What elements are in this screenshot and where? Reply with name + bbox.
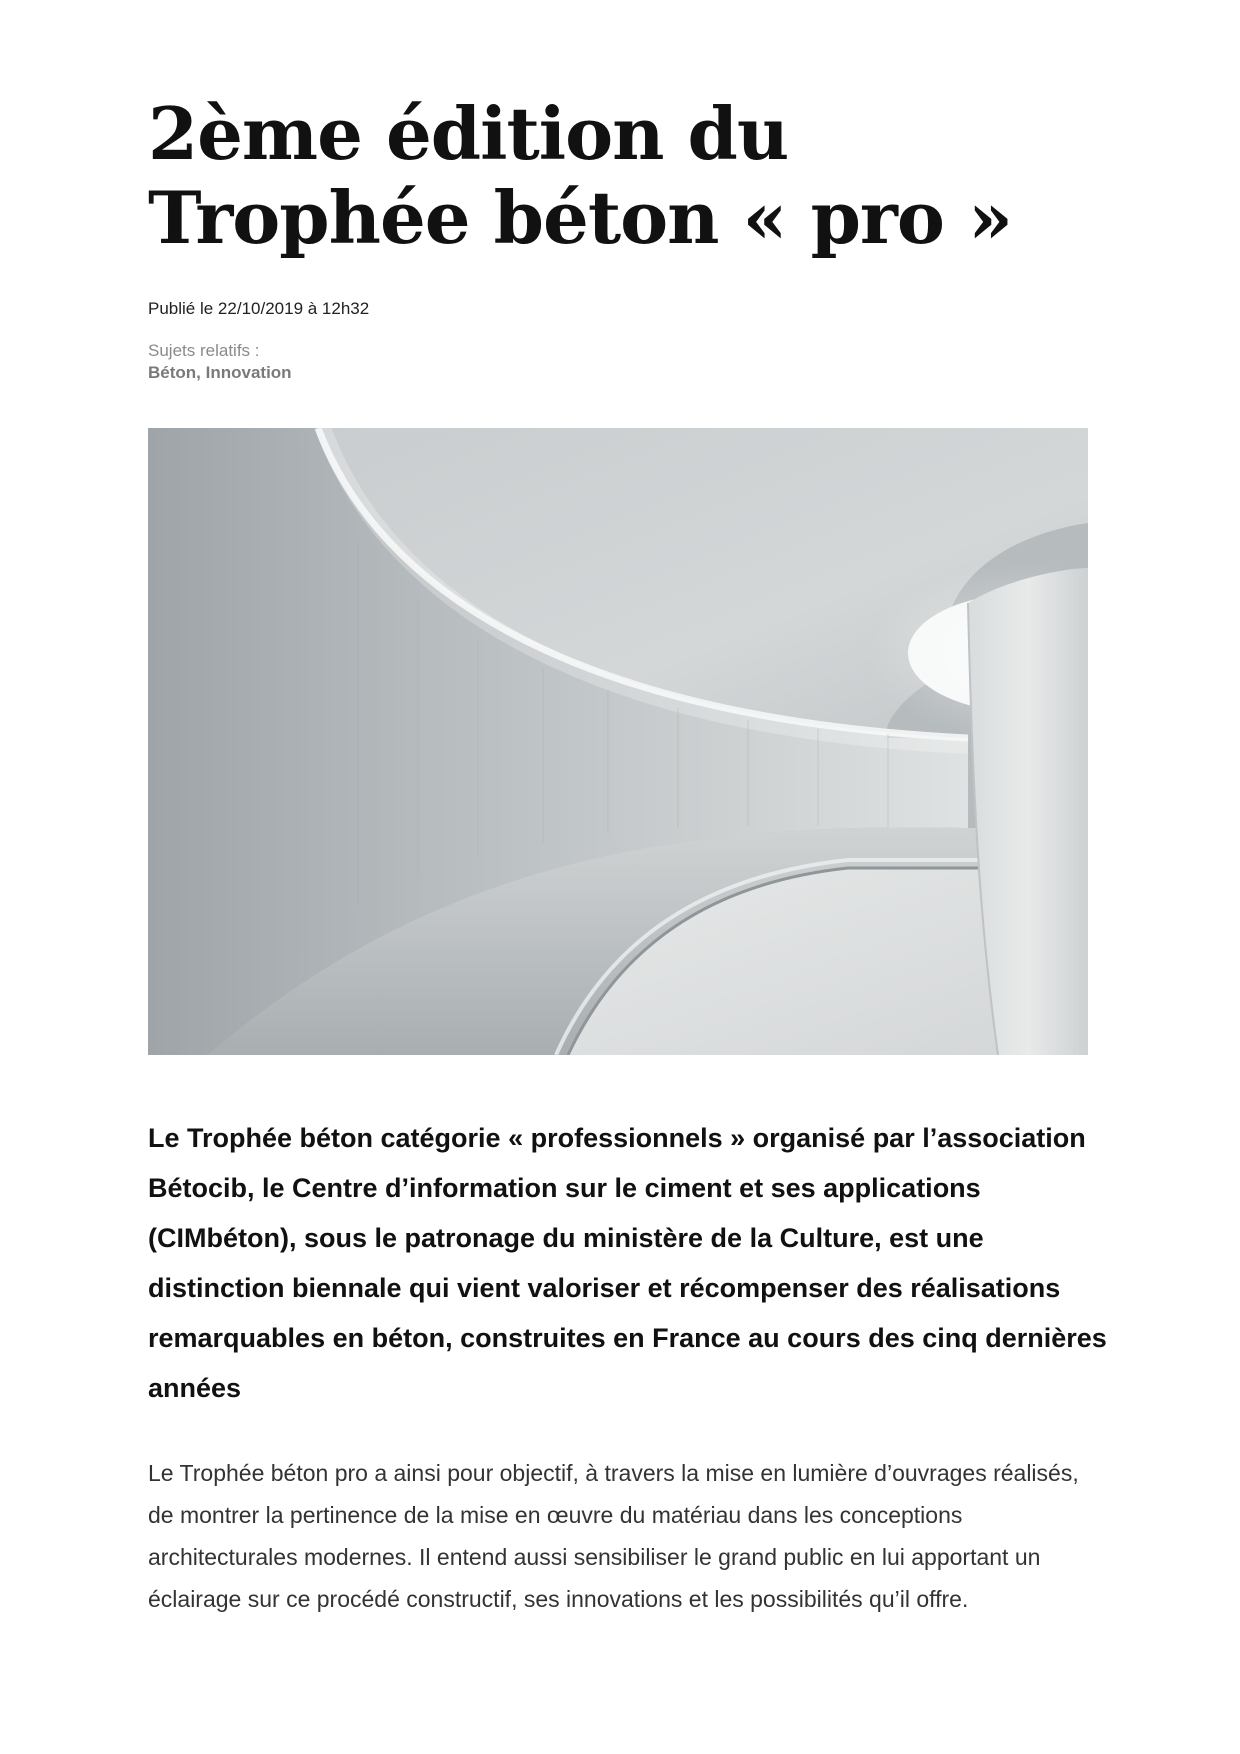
topic-link-beton[interactable]: Béton [148, 363, 197, 382]
concrete-interior-illustration [148, 428, 1088, 1055]
hero-image [148, 428, 1088, 1055]
article-title: 2ème édition du Trophée béton « pro » [148, 91, 1012, 260]
article-lead: Le Trophée béton catégorie « professionnels » organisé par l’association Bétocib, le Centre d’information sur le ciment et ses applications (CIMbéton), sous le patronage du ministère de la Culture, est une distinction biennale qui vient valoriser et récompenser des réalisations remarquables en béton, construites en France au cours des cinq dernières années [148, 1123, 1107, 1403]
publication-date: Publié le 22/10/2019 à 12h32 [148, 299, 370, 318]
topic-link-innovation[interactable]: Innovation [205, 363, 292, 382]
topic-separator: , [196, 363, 206, 382]
article-body-paragraph: Le Trophée béton pro a ainsi pour objectif, à travers la mise en lumière d’ouvrages réalisés, de montrer la pertinence de la mise en œuvre du matériau dans les conceptions architecturales modernes. Il entend aussi sensibiliser le grand public en lui apportant un éclairage sur ce procédé constructif, ses innovations et les possibilités qu’il offre. [148, 1460, 1079, 1612]
related-topics [148, 362, 292, 384]
related-topics-label: Sujets relatifs : [148, 341, 260, 360]
